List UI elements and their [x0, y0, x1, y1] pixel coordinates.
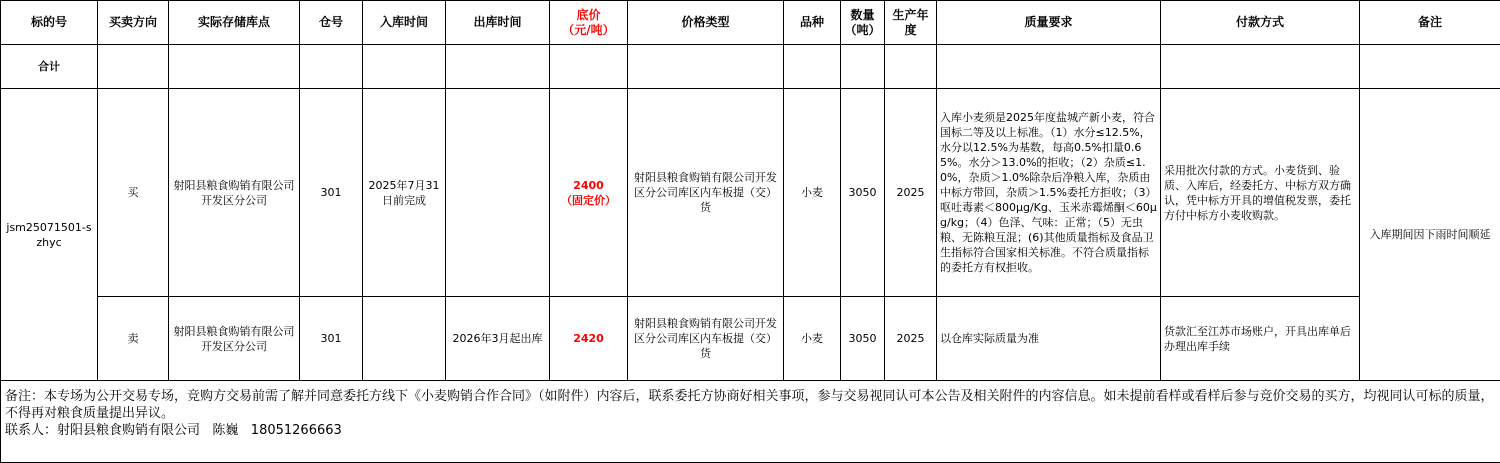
- price-type: 射阳县粮食购销有限公司开发区分公司库区内车板提（交）货: [628, 89, 784, 297]
- direction: 卖: [98, 297, 169, 381]
- footer-note: 备注：本专场为公开交易专场，竞购方交易前需了解并同意委托方线下《小麦购销合作合同》（如附件）内容后，联系委托方协商好相关事项，参与交易视同认可本公告及相关附件的内容信息。如未提前看样或看样后参与竞价交易的买方，均视同认可标的质量，不得再对粮食质量提出异议。: [5, 389, 1494, 421]
- production-year: 2025: [885, 297, 937, 381]
- total-cell: [937, 45, 1161, 89]
- total-cell: [1161, 45, 1360, 89]
- total-cell: [628, 45, 784, 89]
- header-base-price-line1: 底价: [576, 7, 601, 22]
- sell-row: [1, 297, 1500, 381]
- total-cell: [885, 45, 937, 89]
- total-cell: [169, 45, 300, 89]
- header-lot-no: 标的号: [1, 1, 98, 45]
- bin-no: 301: [300, 297, 363, 381]
- header-out-time: 出库时间: [446, 1, 550, 45]
- total-cell: [446, 45, 550, 89]
- header-base-price-line2: （元/吨）: [562, 22, 615, 37]
- total-cell: [550, 45, 628, 89]
- bin-no: 301: [300, 89, 363, 297]
- payment-method: 采用批次付款的方式。小麦货到、验质、入库后，经委托方、中标方双方确认，凭中标方开具的增值税发票，委托方付中标方小麦收购款。: [1161, 89, 1360, 297]
- base-price: [550, 297, 628, 381]
- price-value: 2400: [573, 178, 604, 192]
- payment-method: 货款汇至江苏市场账户，开具出库单后办理出库手续: [1161, 297, 1360, 381]
- direction: 买: [98, 89, 169, 297]
- header-payment: 付款方式: [1161, 1, 1360, 45]
- base-price: [550, 89, 628, 297]
- total-label: 合计: [1, 45, 98, 89]
- quality-requirements: 入库小麦须是2025年度盐城产新小麦，符合国标二等及以上标准。（1）水分≤12.5%，水分以12.5%为基数，每高0.5%扣量0.65%。水分＞13.0%的拒收；（2）杂质≤1.0%，杂质＞1.0%除杂后净粮入库，杂质由中标方带回，杂质＞1.5%委托方拒收；（3）呕吐毒素＜800μg/Kg、玉米赤霉烯酮＜60μg/kg；（4）色泽、气味：正常；（5）无虫粮、无陈粮互混；(6)其他质量指标及食品卫生指标符合国家相关标准。不符合质量指标的委托方有权拒收。: [937, 89, 1161, 297]
- in-time: 2025年7月31日前完成: [363, 89, 446, 297]
- price-value: 2420: [573, 332, 604, 345]
- remark: 入库期间因下雨时间顺延: [1360, 89, 1500, 381]
- total-cell: [784, 45, 841, 89]
- header-quality: 质量要求: [937, 1, 1161, 45]
- out-time: [446, 89, 550, 297]
- total-cell: [1360, 45, 1500, 89]
- footer-row: [1, 381, 1500, 463]
- footer-cell: [1, 381, 1500, 463]
- header-direction: 买卖方向: [98, 1, 169, 45]
- total-cell: [300, 45, 363, 89]
- total-row: [1, 45, 1500, 89]
- header-bin-no: 仓号: [300, 1, 363, 45]
- total-cell: [98, 45, 169, 89]
- in-time: [363, 297, 446, 381]
- quantity: 3050: [841, 89, 885, 297]
- footer-contact: 联系人：射阳县粮食购销有限公司 陈巍 18051266663: [5, 423, 342, 438]
- lot-number: jsm25071501-szhyc: [1, 89, 98, 381]
- warehouse: 射阳县粮食购销有限公司开发区分公司: [169, 89, 300, 297]
- total-cell: [363, 45, 446, 89]
- header-quantity: 数量（吨）: [841, 1, 885, 45]
- header-price-type: 价格类型: [628, 1, 784, 45]
- price-note: （固定价）: [561, 193, 616, 207]
- header-production-year: 生产年度: [885, 1, 937, 45]
- header-remark: 备注: [1360, 1, 1500, 45]
- variety: 小麦: [784, 297, 841, 381]
- header-base-price: [550, 1, 628, 45]
- variety: 小麦: [784, 89, 841, 297]
- buy-row: [1, 89, 1500, 297]
- total-cell: [841, 45, 885, 89]
- header-warehouse: 实际存储库点: [169, 1, 300, 45]
- production-year: 2025: [885, 89, 937, 297]
- price-type: 射阳县粮食购销有限公司开发区分公司库区内车板提（交）货: [628, 297, 784, 381]
- quality-requirements: 以仓库实际质量为准: [937, 297, 1161, 381]
- header-row: [1, 1, 1500, 45]
- warehouse: 射阳县粮食购销有限公司开发区分公司: [169, 297, 300, 381]
- quantity: 3050: [841, 297, 885, 381]
- out-time: 2026年3月起出库: [446, 297, 550, 381]
- header-in-time: 入库时间: [363, 1, 446, 45]
- header-variety: 品种: [784, 1, 841, 45]
